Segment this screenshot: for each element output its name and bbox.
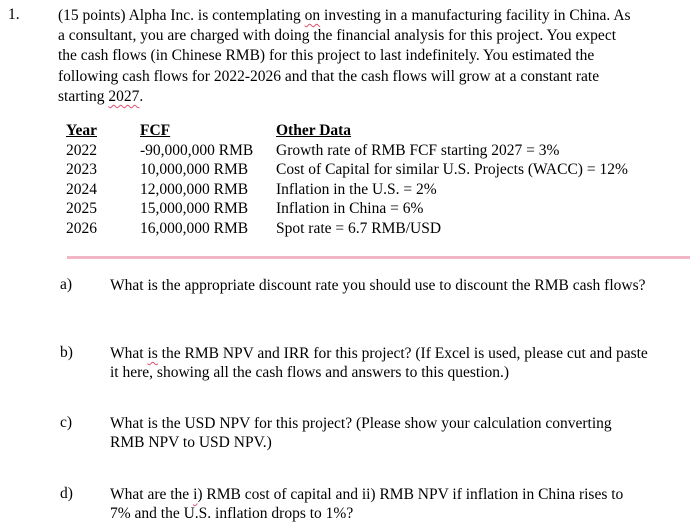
year-column [66, 121, 97, 239]
fcf-column [140, 121, 253, 239]
year-cell: 2023 [66, 161, 97, 179]
year-header: Year [66, 122, 97, 139]
intro-line: starting 2027. [58, 87, 144, 105]
section-divider [67, 256, 690, 259]
fcf-cell: 16,000,000 RMB [140, 219, 249, 237]
question-number: 1. [8, 6, 20, 23]
part-b-text: What is the RMB NPV and IRR for this project? (If Excel is used, please cut and paste it here, showing all the cash flows and answers to this question.) [110, 345, 648, 382]
intro-line: (15 points) Alpha Inc. is contemplating on investing in a manufacturing facility in China. As [58, 7, 631, 24]
fcf-cell: 12,000,000 RMB [140, 180, 249, 198]
fcf-cell: 15,000,000 RMB [140, 200, 249, 218]
part-d-text: What are the i) RMB cost of capital and ii) RMB NPV if inflation in China rises to 7% and the U.S. inflation drops to 1%? [110, 486, 624, 523]
part-d-label: d) [60, 485, 73, 502]
fcf-header: FCF [140, 122, 171, 139]
year-cell: 2026 [66, 219, 97, 237]
part-c-label: c) [60, 414, 73, 431]
part-b-label: b) [60, 344, 73, 361]
year-cell: 2024 [66, 180, 97, 198]
other-data-header: Other Data [276, 122, 352, 139]
other-data-cell: Inflation in China = 6% [276, 200, 424, 218]
other-data-cell: Growth rate of RMB FCF starting 2027 = 3% [276, 141, 560, 159]
intro-line: the cash flows (in Chinese RMB) for this project to last indefinitely. You estimated the [58, 47, 595, 65]
question-intro [58, 6, 631, 107]
spellcheck-word[interactable]: 2027 [108, 87, 140, 105]
other-data-cell: Spot rate = 6.7 RMB/USD [276, 219, 442, 237]
spellcheck-word[interactable]: on [304, 7, 321, 24]
year-cell: 2022 [66, 141, 97, 159]
fcf-cell: 10,000,000 RMB [140, 161, 249, 179]
intro-line: following cash flows for 2022-2026 and that the cash flows will grow at a constant rate [58, 67, 600, 85]
part-c-text: What is the USD NPV for this project? (Please show your calculation converting RMB NPV to USD NPV.) [110, 415, 612, 452]
spellcheck-word[interactable]: is [147, 345, 158, 362]
year-cell: 2025 [66, 200, 97, 218]
part-a-label: a) [60, 276, 73, 293]
part-a-text: What is the appropriate discount rate you should use to discount the RMB cash flows? [110, 277, 646, 294]
other-data-cell: Cost of Capital for similar U.S. Projects (WACC) = 12% [276, 161, 628, 179]
intro-line: a consultant, you are charged with doing the financial analysis for this project. You expect [58, 27, 616, 45]
other-data-column [276, 121, 628, 239]
spellcheck-word[interactable]: i [193, 486, 198, 503]
other-data-cell: Inflation in the U.S. = 2% [276, 180, 437, 198]
fcf-cell: -90,000,000 RMB [140, 141, 254, 159]
